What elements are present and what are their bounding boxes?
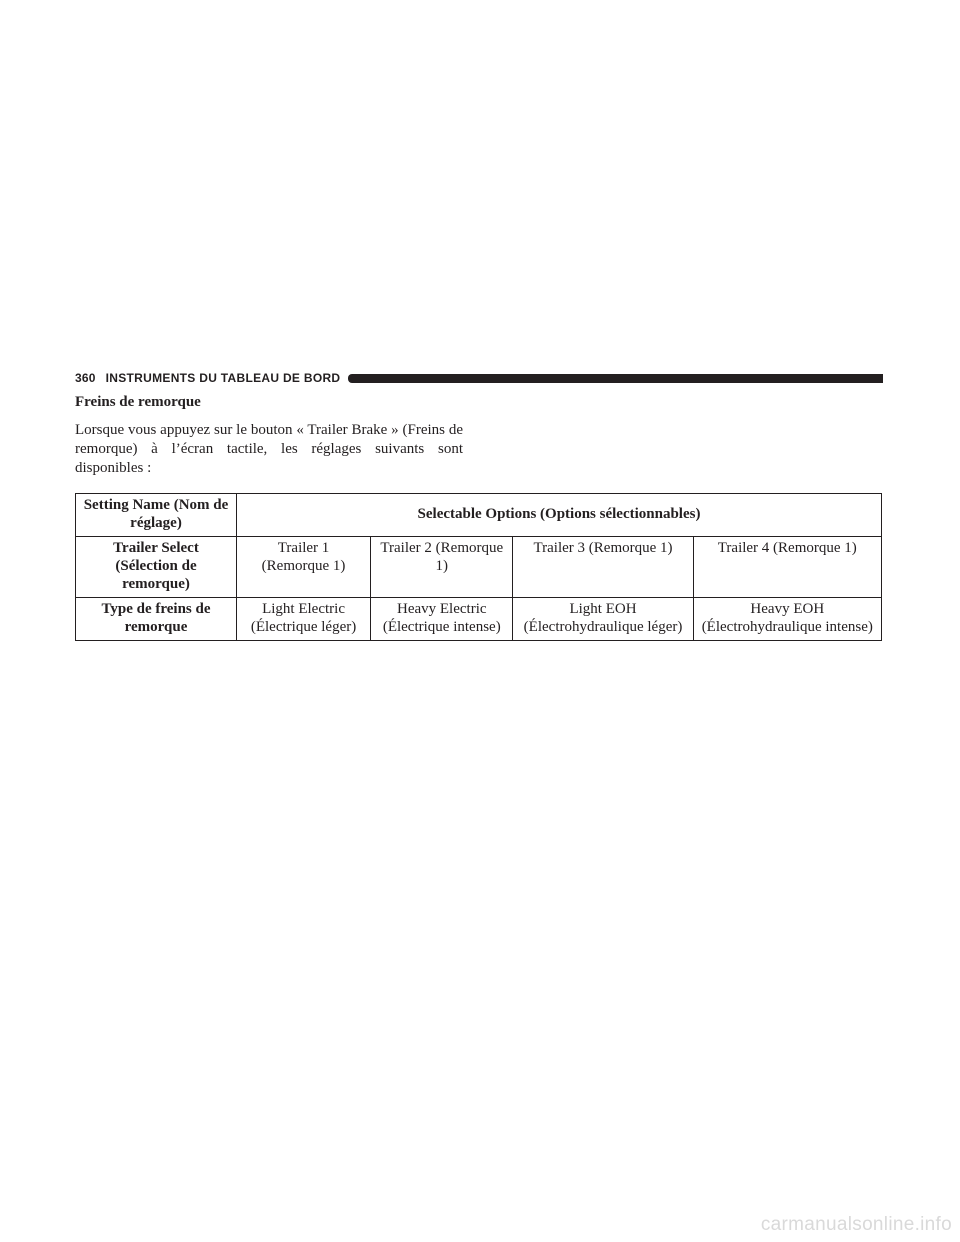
table-row (76, 537, 882, 598)
option-cell: Trailer 1 (Remorque 1) (237, 537, 371, 598)
section-heading: Freins de remorque (75, 394, 201, 410)
page-header (75, 370, 883, 386)
header-rule (348, 374, 883, 383)
section-title: INSTRUMENTS DU TABLEAU DE BORD (105, 371, 341, 385)
table-header-row (76, 494, 882, 537)
option-cell: Trailer 3 (Remorque 1) (513, 537, 693, 598)
option-cell: Heavy Electric (Électrique intense) (371, 598, 513, 641)
body-paragraph: Lorsque vous appuyez sur le bouton « Trailer Brake » (Freins de remorque) à l’écran tactile, les réglages suivants sont disponibles : (75, 422, 463, 476)
header-selectable-options: Selectable Options (Options sélectionnables) (237, 494, 882, 537)
option-cell: Trailer 2 (Remorque 1) (371, 537, 513, 598)
table-row (76, 598, 882, 641)
page-number: 360 (75, 371, 96, 385)
settings-table (75, 493, 882, 641)
option-cell: Light EOH (Électrohydraulique léger) (513, 598, 693, 641)
header-setting-name: Setting Name (Nom de réglage) (76, 494, 237, 537)
option-cell: Heavy EOH (Électrohydraulique intense) (693, 598, 881, 641)
row-name: Type de freins de remorque (76, 598, 237, 641)
option-cell: Light Electric (Électrique léger) (237, 598, 371, 641)
option-cell: Trailer 4 (Remorque 1) (693, 537, 881, 598)
watermark: carmanualsonline.info (760, 1214, 952, 1235)
row-name: Trailer Select (Sélection de remorque) (76, 537, 237, 598)
